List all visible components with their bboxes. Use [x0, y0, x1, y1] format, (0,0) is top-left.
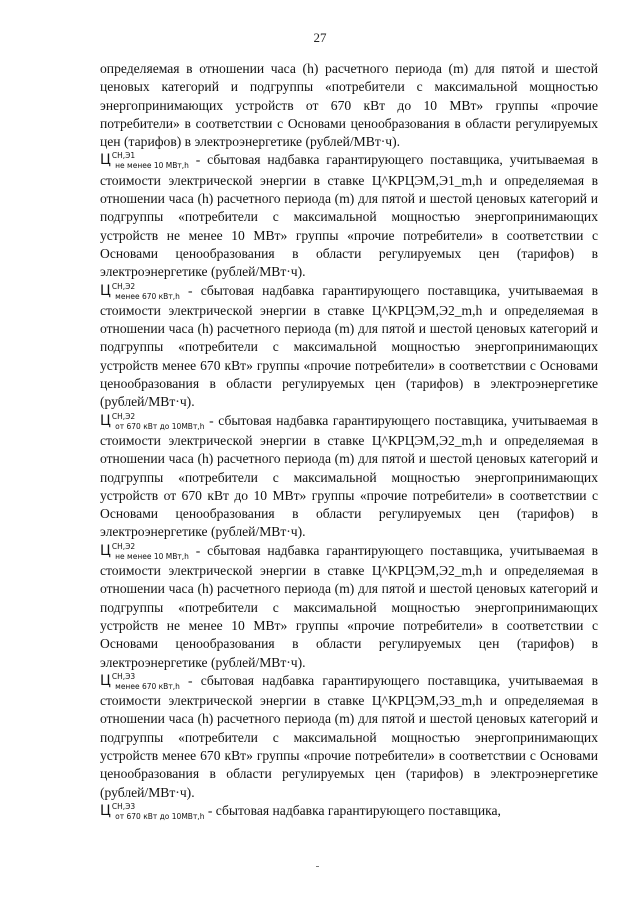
- paragraph-definition: $Ц^{СН,Э3}_{менее 670 кВт,h}$ - сбытовая надбавка гарантирующего поставщика, учитываемая в стоимости электрической энергии в ставке Ц^КРЦЭМ,Э3_m,h и определяемая в отношении часа (h) расчетного периода (m) для пятой и шестой ценовых категорий и подгруппы «потребители с максимальной мощностью энергопринимающих устройств менее 670 кВт» группы «прочие потребители» в соответствии с Основами ценообразования в области регулируемых цен (тарифов) в электроэнергетике (рублей/МВт·ч).: [100, 671, 598, 800]
- paragraph-definition: $Ц^{СН,Э3}_{от 670 кВт до 10МВт,h}$ - сбытовая надбавка гарантирующего поставщика,: [100, 801, 501, 821]
- paragraph-definition: $Ц^{СН,Э2}_{не менее 10 МВт,h}$ - сбытовая надбавка гарантирующего поставщика, учитываемая в стоимости электрической энергии в ставке Ц^КРЦЭМ,Э2_m,h и определяемая в отношении часа (h) расчетного периода (m) для пятой и шестой ценовых категорий и подгруппы «потребители с максимальной мощностью энергопринимающих устройств не менее 10 МВт» группы «прочие потребители» в соответствии с Основами ценообразования в области регулируемых цен (тарифов) в электроэнергетике (рублей/МВт·ч).: [100, 541, 598, 670]
- formula-symbol: $Ц^{СН,Э2}_{от 670 кВт до 10МВт,h}$: [100, 411, 205, 431]
- paragraph-intro: определяемая в отношении часа (h) расчетного периода (m) для пятой и шестой ценовых категорий и подгруппы «потребители с максимальной мощностью энергопринимающих устройств от 670 кВт до 10 МВт» группы «прочие потребители» в соответствии с Основами ценообразования в области регулируемых цен (тарифов) в электроэнергетике (рублей/МВт·ч).: [100, 61, 598, 150]
- formula-symbol: $Ц^{СН,Э3}_{менее 670 кВт,h}$: [100, 671, 180, 691]
- formula-symbol: $Ц^{СН,Э1}_{не менее 10 МВт,h}$: [100, 151, 189, 171]
- paragraph-definition: $Ц^{СН,Э2}_{от 670 кВт до 10МВт,h}$ - сбытовая надбавка гарантирующего поставщика, учитываемая в стоимости электрической энергии в ставке Ц^КРЦЭМ,Э2_m,h и определяемая в отношении часа (h) расчетного периода (m) для пятой и шестой ценовых категорий и подгруппы «потребители с максимальной мощностью энергопринимающих устройств от 670 кВт до 10 МВт» группы «прочие потребители» в соответствии с Основами ценообразования в области регулируемых цен (тарифов) в электроэнергетике (рублей/МВт·ч).: [100, 411, 598, 540]
- formula-symbol: $Ц^{СН,Э2}_{не менее 10 МВт,h}$: [100, 541, 189, 561]
- scan-speck: [316, 866, 319, 867]
- formula-symbol: $Ц^{СН,Э2}_{менее 670 кВт,h}$: [100, 281, 180, 301]
- paragraph-definition: $Ц^{СН,Э2}_{менее 670 кВт,h}$ - сбытовая надбавка гарантирующего поставщика, учитываемая в стоимости электрической энергии в ставке Ц^КРЦЭМ,Э2_m,h и определяемая в отношении часа (h) расчетного периода (m) для пятой и шестой ценовых категорий и подгруппы «потребители с максимальной мощностью энергопринимающих устройств менее 670 кВт» группы «прочие потребители» в соответствии с Основами ценообразования в области регулируемых цен (тарифов) в электроэнергетике (рублей/МВт·ч).: [100, 281, 598, 410]
- page-number: 27: [313, 30, 327, 45]
- document-body: [100, 60, 598, 822]
- formula-symbol: $Ц^{СН,Э3}_{от 670 кВт до 10МВт,h}$: [100, 801, 205, 821]
- paragraph-definition: $Ц^{СН,Э1}_{не менее 10 МВт,h}$ - сбытовая надбавка гарантирующего поставщика, учитываемая в стоимости электрической энергии в ставке Ц^КРЦЭМ,Э1_m,h и определяемая в отношении часа (h) расчетного периода (m) для пятой и шестой ценовых категорий и подгруппы «потребители с максимальной мощностью энергопринимающих устройств не менее 10 МВт» группы «прочие потребители» в соответствии с Основами ценообразования в области регулируемых цен (тарифов) в электроэнергетике (рублей/МВт·ч).: [100, 151, 598, 280]
